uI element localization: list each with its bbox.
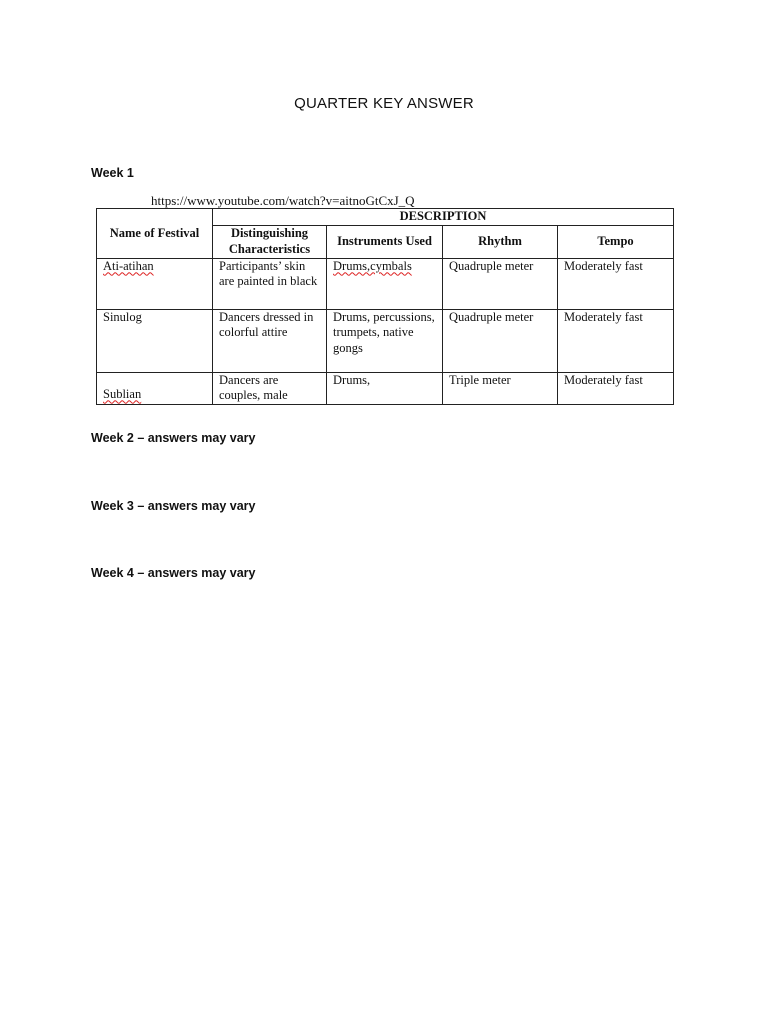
tempo-cell: Moderately fast — [558, 258, 674, 309]
festival-name: Sublian — [103, 386, 142, 401]
rhythm-cell: Quadruple meter — [443, 309, 558, 372]
rhythm-cell: Triple meter — [443, 372, 558, 404]
table-row — [97, 372, 674, 404]
table-row — [97, 309, 674, 372]
column-header-tempo: Tempo — [558, 225, 674, 258]
festival-table — [96, 208, 674, 405]
week-3-heading: Week 3 – answers may vary — [91, 499, 256, 513]
week-1-heading: Week 1 — [91, 166, 134, 180]
festival-name-cell: Sinulog — [97, 309, 213, 372]
festival-name-cell — [97, 372, 213, 404]
column-header-rhythm: Rhythm — [443, 225, 558, 258]
column-header-name-of-festival: Name of Festival — [97, 209, 213, 259]
document-title: QUARTER KEY ANSWER — [294, 95, 474, 112]
column-header-distinguishing-characteristics: Distinguishing Characteristics — [213, 225, 327, 258]
instruments-cell — [327, 258, 443, 309]
festival-name: Ati-atihan — [103, 258, 154, 273]
characteristics-cell: Dancers are couples, male — [213, 372, 327, 404]
festival-name-cell — [97, 258, 213, 309]
instruments-cell: Drums, percussions, trumpets, native gongs — [327, 309, 443, 372]
tempo-cell: Moderately fast — [558, 372, 674, 404]
week-2-heading: Week 2 – answers may vary — [91, 431, 256, 445]
column-header-instruments-used: Instruments Used — [327, 225, 443, 258]
week-4-heading: Week 4 – answers may vary — [91, 566, 256, 580]
tempo-cell: Moderately fast — [558, 309, 674, 372]
instruments-cell: Drums, — [327, 372, 443, 404]
characteristics-cell: Participants’ skin are painted in black — [213, 258, 327, 309]
instruments-text: Drums,cymbals — [333, 258, 412, 273]
table-group-header-row — [97, 209, 674, 226]
description-group-header: DESCRIPTION — [213, 209, 674, 226]
characteristics-cell: Dancers dressed in colorful attire — [213, 309, 327, 372]
video-url: https://www.youtube.com/watch?v=aitnoGtCxJ_Q — [151, 193, 415, 208]
rhythm-cell: Quadruple meter — [443, 258, 558, 309]
table-row — [97, 258, 674, 309]
